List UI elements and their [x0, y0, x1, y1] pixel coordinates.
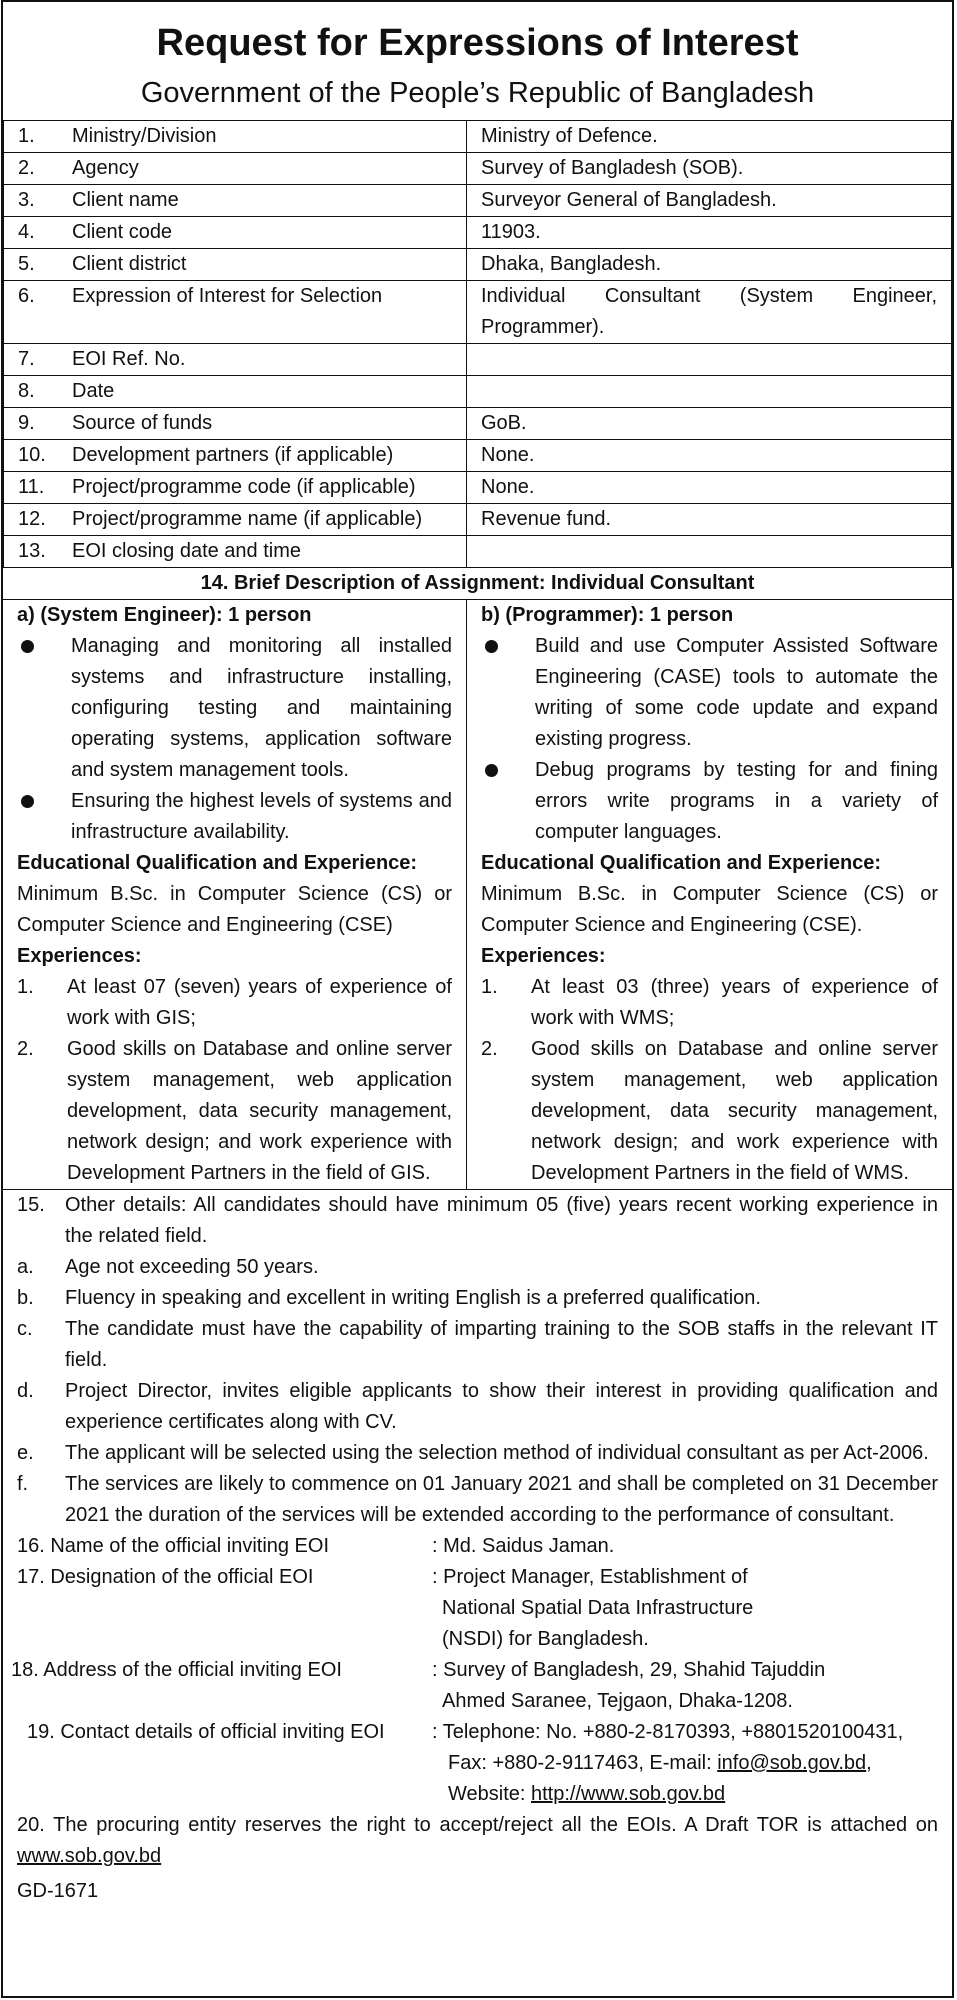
list-item: 1. At least 03 (three) years of experience of work with WMS;: [481, 976, 938, 1029]
gd-code: GD-1671: [17, 1880, 99, 1902]
row-number: 12.: [4, 504, 49, 536]
table-row: [4, 249, 952, 281]
list-item: 2. Good skills on Database and online server system management, web application development, data security management, network design; and work experience with Development Partners in the field of WMS.: [481, 1038, 938, 1184]
list-item: 15. Other details: All candidates should have minimum 05 (five) years recent working experience in the related field.: [17, 1194, 938, 1247]
row-label: Source of funds: [48, 408, 467, 440]
system-engineer-column: [3, 600, 467, 1189]
table-row: [4, 121, 952, 153]
row-value: Dhaka, Bangladesh.: [467, 249, 952, 281]
table-row: [4, 344, 952, 376]
exp-heading: Experiences:: [17, 945, 142, 967]
bullet-icon: [17, 786, 71, 848]
bullet-icon: [481, 755, 535, 848]
row-label: Client district: [48, 249, 467, 281]
bullet-icon: [481, 631, 535, 755]
row-value: Surveyor General of Bangladesh.: [467, 185, 952, 217]
row-number: 9.: [4, 408, 49, 440]
table-row: [4, 440, 952, 472]
official-contact-row: 19. Contact details of official inviting EOI : Telephone: No. +880-2-8170393, +8801520100431, Fax: +880-2-9117463, E-mail: info@sob.gov.bd, Website: http://www.sob.gov.bd: [27, 1721, 904, 1805]
row-label: Agency: [48, 153, 467, 185]
official-designation-row: 17. Designation of the official EOI : Project Manager, Establishment of National Spatial Data Infrastructure (NSDI) for Bangladesh.: [17, 1566, 754, 1650]
row-value: Revenue fund.: [467, 504, 952, 536]
table-row: [4, 536, 952, 568]
row-value: Individual Consultant (System Engineer, Programmer).: [467, 281, 952, 344]
list-item: e. The applicant will be selected using the selection method of individual consultant as per Act-2006.: [17, 1442, 929, 1464]
notice-title: Request for Expressions of Interest: [156, 22, 799, 64]
row-number: 6.: [4, 281, 49, 344]
row-value: Ministry of Defence.: [467, 121, 952, 153]
row-label: Ministry/Division: [48, 121, 467, 153]
table-row: [4, 185, 952, 217]
assignment-heading: 14. Brief Description of Assignment: Individual Consultant: [3, 568, 952, 600]
edu-heading: Educational Qualification and Experience:: [481, 852, 882, 874]
list-item: d. Project Director, invites eligible applicants to show their interest in providing qualification and experience certificates along with CV.: [17, 1380, 938, 1433]
bullet-icon: [17, 631, 71, 786]
email-link[interactable]: info@sob.gov.bd: [717, 1752, 867, 1774]
row-number: 11.: [4, 472, 49, 504]
programmer-column: [467, 600, 952, 1189]
list-item: f. The services are likely to commence on 01 January 2021 and shall be completed on 31 December 2021 the duration of the services will be extended according to the performance of consultant.: [17, 1473, 938, 1526]
row-label: Expression of Interest for Selection: [48, 281, 467, 344]
table-row: [4, 408, 952, 440]
table-row: [4, 472, 952, 504]
info-table: [3, 120, 952, 568]
row-value: [467, 344, 952, 376]
row-value: Survey of Bangladesh (SOB).: [467, 153, 952, 185]
row-label: Client name: [48, 185, 467, 217]
row-value: None.: [467, 440, 952, 472]
list-item: Ensuring the highest levels of systems and infrastructure availability.: [17, 786, 452, 848]
edu-heading: Educational Qualification and Experience:: [17, 852, 418, 874]
row-label: Development partners (if applicable): [48, 440, 467, 472]
table-row: [4, 504, 952, 536]
other-details: [3, 1190, 952, 1531]
edu-text: Minimum B.Sc. in Computer Science (CS) or Computer Science and Engineering (CSE): [17, 883, 452, 936]
row-label: Project/programme name (if applicable): [48, 504, 467, 536]
row-number: 7.: [4, 344, 49, 376]
exp-heading: Experiences:: [481, 945, 606, 967]
assignment-columns: [3, 600, 952, 1190]
official-name-row: 16. Name of the official inviting EOI : Md. Saidus Jaman.: [17, 1535, 615, 1557]
row-value: 11903.: [467, 217, 952, 249]
footer-note: 20. The procuring entity reserves the right to accept/reject all the EOIs. A Draft TOR is attached on www.sob.gov.bd: [17, 1814, 938, 1867]
notice-subtitle: Government of the People’s Republic of Bangladesh: [140, 77, 815, 109]
list-item: Build and use Computer Assisted Software Engineering (CASE) tools to automate the writing of some code update and expand existing progress.: [481, 631, 938, 755]
list-item: a. Age not exceeding 50 years.: [17, 1256, 319, 1278]
row-number: 5.: [4, 249, 49, 281]
row-label: EOI closing date and time: [48, 536, 467, 568]
official-address-row: 18. Address of the official inviting EOI : Survey of Bangladesh, 29, Shahid Tajuddin Ahmed Saranee, Tejgaon, Dhaka-1208.: [11, 1659, 826, 1712]
row-number: 2.: [4, 153, 49, 185]
column-title: b) (Programmer): 1 person: [481, 604, 734, 626]
list-item: c. The candidate must have the capability of imparting training to the SOB staffs in the relevant IT field.: [17, 1318, 938, 1371]
list-item: Debug programs by testing for and fining errors write programs in a variety of computer languages.: [481, 755, 938, 848]
row-number: 8.: [4, 376, 49, 408]
eoi-notice: [1, 0, 954, 1998]
row-value: None.: [467, 472, 952, 504]
table-row: [4, 376, 952, 408]
table-row: [4, 153, 952, 185]
column-title: a) (System Engineer): 1 person: [17, 604, 312, 626]
row-number: 13.: [4, 536, 49, 568]
row-value: [467, 376, 952, 408]
tor-link[interactable]: www.sob.gov.bd: [17, 1845, 162, 1867]
edu-text: Minimum B.Sc. in Computer Science (CS) or Computer Science and Engineering (CSE).: [481, 883, 938, 936]
row-number: 4.: [4, 217, 49, 249]
row-label: Project/programme code (if applicable): [48, 472, 467, 504]
list-item: 2. Good skills on Database and online server system management, web application development, data security management, network design; and work experience with Development Partners in the field of GIS.: [17, 1038, 452, 1184]
row-number: 1.: [4, 121, 49, 153]
list-item: Managing and monitoring all installed systems and infrastructure installing, configuring testing and maintaining operating systems, application software and system management tools.: [17, 631, 452, 786]
row-label: Date: [48, 376, 467, 408]
row-value: GoB.: [467, 408, 952, 440]
row-value: [467, 536, 952, 568]
website-link[interactable]: http://www.sob.gov.bd: [531, 1783, 726, 1805]
table-row: [4, 217, 952, 249]
row-label: EOI Ref. No.: [48, 344, 467, 376]
row-number: 10.: [4, 440, 49, 472]
list-item: b. Fluency in speaking and excellent in writing English is a preferred qualification.: [17, 1287, 761, 1309]
row-label: Client code: [48, 217, 467, 249]
row-number: 3.: [4, 185, 49, 217]
table-row: [4, 281, 952, 344]
list-item: 1. At least 07 (seven) years of experience of work with GIS;: [17, 976, 452, 1029]
